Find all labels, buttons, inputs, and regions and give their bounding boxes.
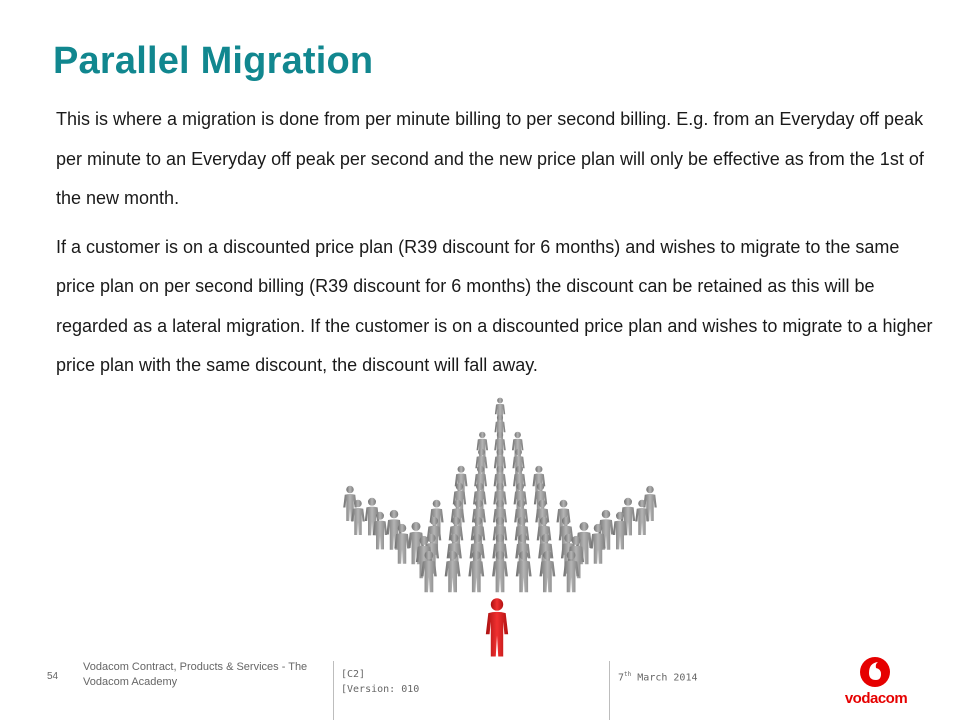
footer-divider-right (609, 661, 610, 720)
footer-date (618, 671, 698, 683)
page-number: 54 (47, 671, 59, 682)
date-month-year: March 2014 (631, 672, 698, 684)
footer-classification (341, 667, 419, 697)
leader-figure (486, 598, 508, 656)
date-day: 7 (618, 672, 625, 684)
arrow-crowd-illustration (318, 385, 683, 660)
classification-label: [C2] (341, 669, 366, 680)
footer-description: Vodacom Contract, Products & Services - The Vodacom Academy (83, 661, 308, 688)
footer-divider-left (333, 661, 334, 720)
vodacom-logo-text: vodacom (844, 690, 908, 707)
paragraph-per-minute-to-per-second: This is where a migration is done from per minute billing to per second billing. E.g. from an Everyday off peak per minute to an Everyday off peak per second and the new price plan will only be effective as from the 1st of the new month. (56, 109, 924, 208)
date-suffix: th (624, 671, 632, 678)
version-label: [Version: 010 (341, 684, 420, 695)
paragraph-discount-retention: If a customer is on a discounted price plan (R39 discount for 6 months) and wishes to migrate to the same price plan on per second billing (R39 discount for 6 months) the discount can be retained as this will be regarded as a lateral migration. If the customer is on a discounted price plan and wishes to migrate to a higher price plan with the same discount, the discount will fall away. (56, 236, 933, 375)
slide-title: Parallel Migration (53, 40, 374, 82)
crowd-group (343, 398, 657, 593)
slide-body (56, 100, 941, 395)
red-leader-figure (486, 598, 508, 656)
